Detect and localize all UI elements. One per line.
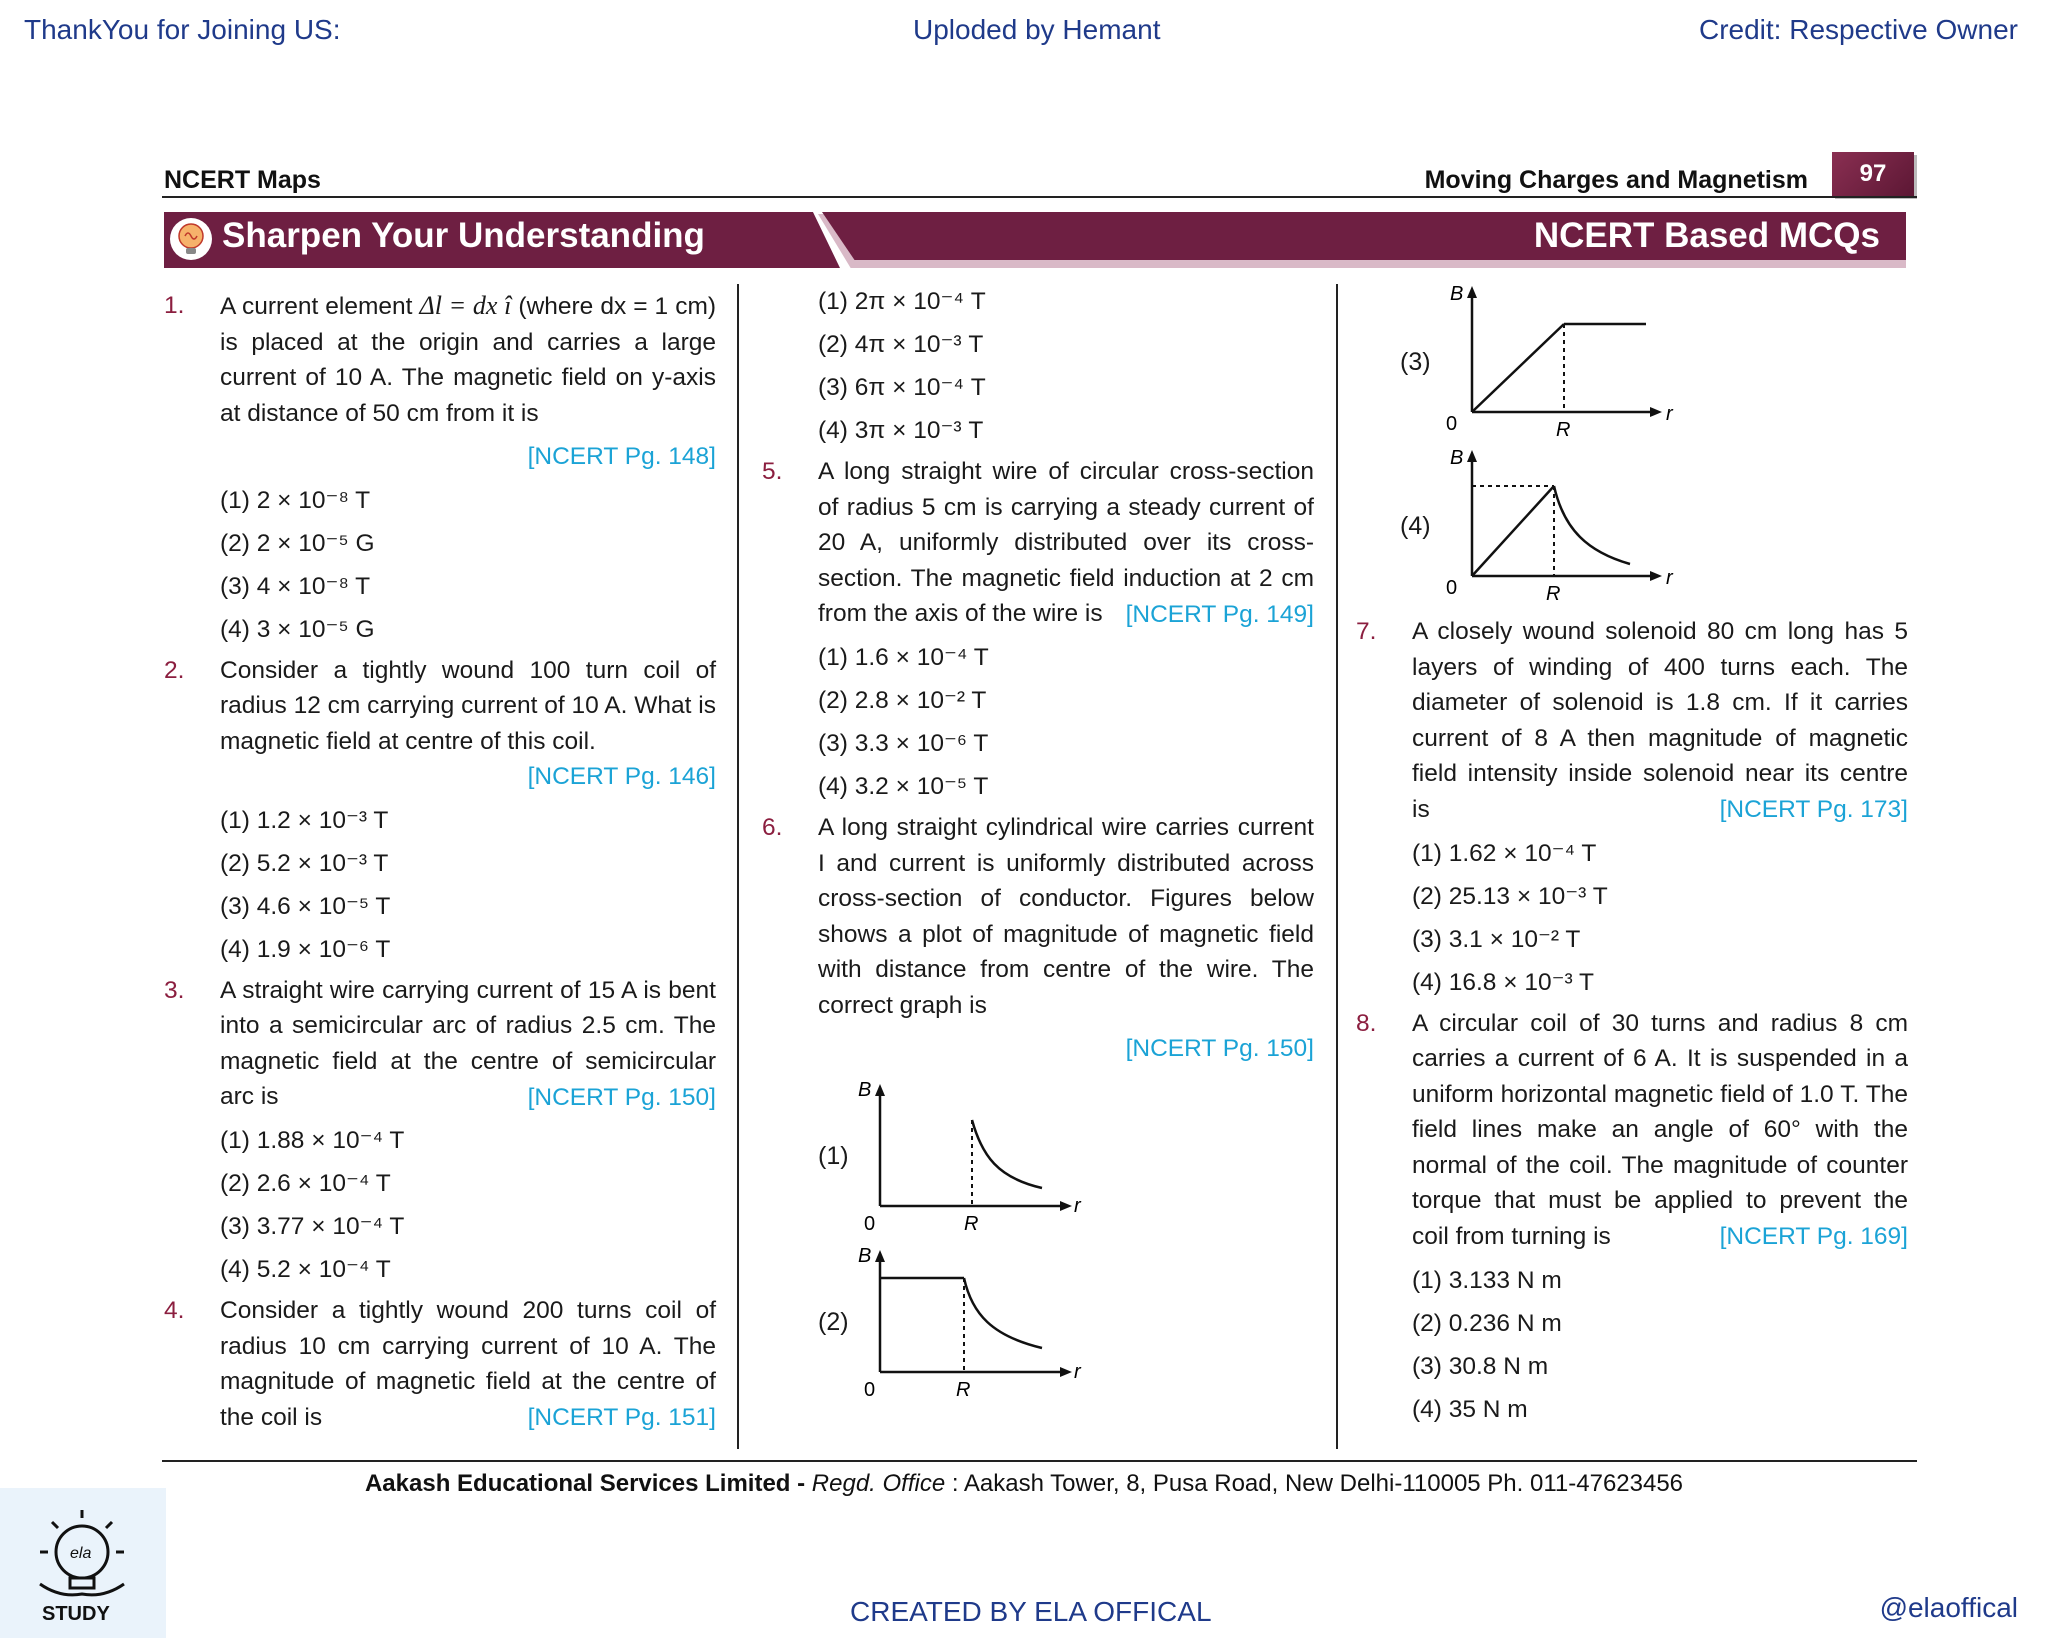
option-3[interactable]: (3) 3.3 × 10⁻⁶ T [818,730,989,757]
option-1[interactable]: (1) 1.6 × 10⁻⁴ T [818,644,989,671]
option-3[interactable]: (3) 30.8 N m [1412,1352,1549,1380]
option-1[interactable]: (1) 1.88 × 10⁻⁴ T [220,1127,405,1154]
ncert-reference: [NCERT Pg. 169] [1719,1223,1908,1250]
watermark-left: ThankYou for Joining US: [24,14,341,45]
option-2[interactable]: (2) 2.6 × 10⁻⁴ T [220,1170,391,1197]
option-2[interactable]: (2) 5.2 × 10⁻³ T [220,849,389,877]
option-1[interactable]: (1) 2 × 10⁻⁸ T [220,486,371,514]
option-1[interactable]: (1) 1.62 × 10⁻⁴ T [1412,839,1597,867]
question-8 [1356,1006,1908,1255]
graph-option-2[interactable] [846,1244,1086,1404]
axis-mark-r: R [956,1379,971,1401]
watermark-right: Credit: Respective Owner [1698,14,2018,45]
question-1 [164,288,716,431]
axis-label-y: B [1450,447,1464,469]
option-4[interactable]: (4) 35 N m [1412,1395,1528,1423]
axis-label-x: r [1074,1361,1081,1383]
banner-right-title: NCERT Based MCQs [1533,216,1880,255]
option-3[interactable]: (3) 3.1 × 10⁻² T [1412,925,1581,953]
question-2 [164,653,716,760]
option-3[interactable]: (3) 3.77 × 10⁻⁴ T [220,1213,405,1240]
graph-option-3[interactable] [1426,280,1676,450]
ncert-reference: [NCERT Pg. 149] [1125,600,1314,628]
option-4[interactable]: (4) 1.9 × 10⁻⁶ T [220,935,391,963]
option-4[interactable]: (4) 3π × 10⁻³ T [818,417,984,444]
watermark-bottom-center: CREATED BY ELA OFFICAL [850,1596,1212,1627]
axis-label-x: r [1666,403,1673,425]
axis-label-y: B [1450,283,1464,305]
question-text: A circular coil of 30 turns and radius 8 cm carries a current of 6 A. It is suspended in a uniform horizontal magnetic field of 1.0 T. The field lines make an angle of 60° with the normal of the coil. The magnitude of counter torque that must be applied to prevent the coil from turning is [1412,1009,1908,1250]
ncert-reference: [NCERT Pg. 150] [1125,1035,1314,1062]
option-4[interactable]: (4) 5.2 × 10⁻⁴ T [220,1256,391,1283]
column-divider-1 [737,284,739,1449]
question-text: Consider a tightly wound 200 turns coil of radius 10 cm carrying current of 10 A. The magnitude of magnetic field at the centre of the coil is [220,1297,716,1431]
footer-rule [162,1460,1917,1462]
question-text: A closely wound solenoid 80 cm long has 5 layers of winding of 400 turns each. The diameter of solenoid is 1.8 cm. If it carries current of 8 A then magnitude of magnetic field intensity inside solenoid near its centre is [1412,618,1908,823]
option-4[interactable]: (4) 3.2 × 10⁻⁵ T [818,773,989,800]
axis-label-x: r [1074,1195,1081,1217]
watermark-center: Uploded by Hemant [913,14,1161,45]
graph-option-4[interactable] [1426,444,1676,614]
logo-text: STUDY [42,1603,110,1625]
question-number: 6. [762,814,783,841]
axis-mark-r: R [1546,583,1561,605]
logo-panel [0,1488,166,1638]
column-3 [1356,614,1908,1431]
ncert-reference: [NCERT Pg. 173] [1719,796,1908,823]
axis-mark-r: R [1556,419,1571,441]
header-rule [162,196,1917,198]
svg-text:ela: ela [70,1545,92,1562]
question-6 [762,810,1314,1023]
watermark-bottom-right: @elaoffical [1879,1592,2018,1623]
current-element-formula: Δl = dx î [419,291,512,320]
ncert-reference: [NCERT Pg. 150] [527,1083,716,1111]
option-2[interactable]: (2) 0.236 N m [1412,1309,1562,1337]
ncert-reference: [NCERT Pg. 146] [527,763,716,790]
option-4[interactable]: (4) 16.8 × 10⁻³ T [1412,968,1595,996]
axis-origin: 0 [1446,577,1458,599]
question-number: 7. [1356,618,1377,645]
column-1 [164,288,716,1436]
ncert-reference: [NCERT Pg. 148] [527,443,716,470]
column-divider-2 [1336,284,1338,1449]
question-text: A long straight cylindrical wire carries current I and current is uniformly distributed across cross-section of conductor. Figures below shows a plot of magnitude of magnetic field with distance from centre of the wire. The correct graph is [818,814,1314,1019]
option-2[interactable]: (2) 4π × 10⁻³ T [818,331,984,358]
option-1[interactable]: (1) 3.133 N m [1412,1266,1562,1294]
axis-origin: 0 [864,1379,876,1401]
question-number: 2. [164,656,185,684]
axis-origin: 0 [864,1213,876,1235]
graph-option-1[interactable] [846,1078,1086,1238]
question-text: A long straight wire of circular cross-section of radius 5 cm is carrying a steady current of 20 A, uniformly distributed over its cross-section. The magnetic field induction at 2 cm from the axis of the wire is [818,458,1314,627]
graph-option-2-label[interactable]: (2) [818,1308,849,1336]
question-number: 8. [1356,1009,1377,1037]
question-text: A current element Δl = dx î (where dx = 1 cm) is placed at the origin and carries a large current of 10 A. The magnetic field on y-axis at distance of 50 cm from it is [220,291,717,427]
option-2[interactable]: (2) 2.8 × 10⁻² T [818,687,987,714]
option-2[interactable]: (2) 25.13 × 10⁻³ T [1412,882,1608,910]
option-2[interactable]: (2) 2 × 10⁻⁵ G [220,529,375,557]
option-3[interactable]: (3) 4.6 × 10⁻⁵ T [220,892,391,920]
ela-bulb-logo-icon [0,1488,166,1638]
option-3[interactable]: (3) 6π × 10⁻⁴ T [818,374,986,401]
question-number: 1. [164,292,185,319]
ncert-reference: [NCERT Pg. 151] [527,1404,716,1431]
option-1[interactable]: (1) 2π × 10⁻⁴ T [818,288,986,315]
question-number: 3. [164,976,185,1004]
option-1[interactable]: (1) 1.2 × 10⁻³ T [220,806,389,834]
graph-option-4-label[interactable]: (4) [1400,512,1431,540]
axis-label-y: B [858,1079,872,1101]
question-text: A straight wire carrying current of 15 A is bent into a semicircular arc of radius 2.5 cm. The magnetic field at the centre of semicircular arc is [220,976,716,1110]
option-4[interactable]: (4) 3 × 10⁻⁵ G [220,615,375,643]
graph-option-1-label[interactable]: (1) [818,1142,849,1170]
column-2 [762,280,1314,1067]
page-number: 97 [1832,152,1914,196]
option-3[interactable]: (3) 4 × 10⁻⁸ T [220,572,371,600]
brain-bulb-icon [170,218,212,260]
axis-label-x: r [1666,567,1673,589]
graph-option-3-label[interactable]: (3) [1400,348,1431,376]
question-number: 5. [762,458,783,485]
banner-left-title: Sharpen Your Understanding [222,216,705,255]
question-number: 4. [164,1297,185,1324]
footer-address: Aakash Educational Services Limited - Regd. Office : Aakash Tower, 8, Pusa Road, New Delhi-110005 Ph. 011-47623456 [364,1470,1684,1497]
question-text: Consider a tightly wound 100 turn coil of radius 12 cm carrying current of 10 A. What is magnetic field at centre of this coil. [220,656,716,755]
axis-label-y: B [858,1245,872,1267]
axis-mark-r: R [964,1213,979,1235]
header-chapter-title: Moving Charges and Magnetism [1424,166,1808,194]
axis-origin: 0 [1446,413,1458,435]
header-book-title: NCERT Maps [164,166,321,194]
